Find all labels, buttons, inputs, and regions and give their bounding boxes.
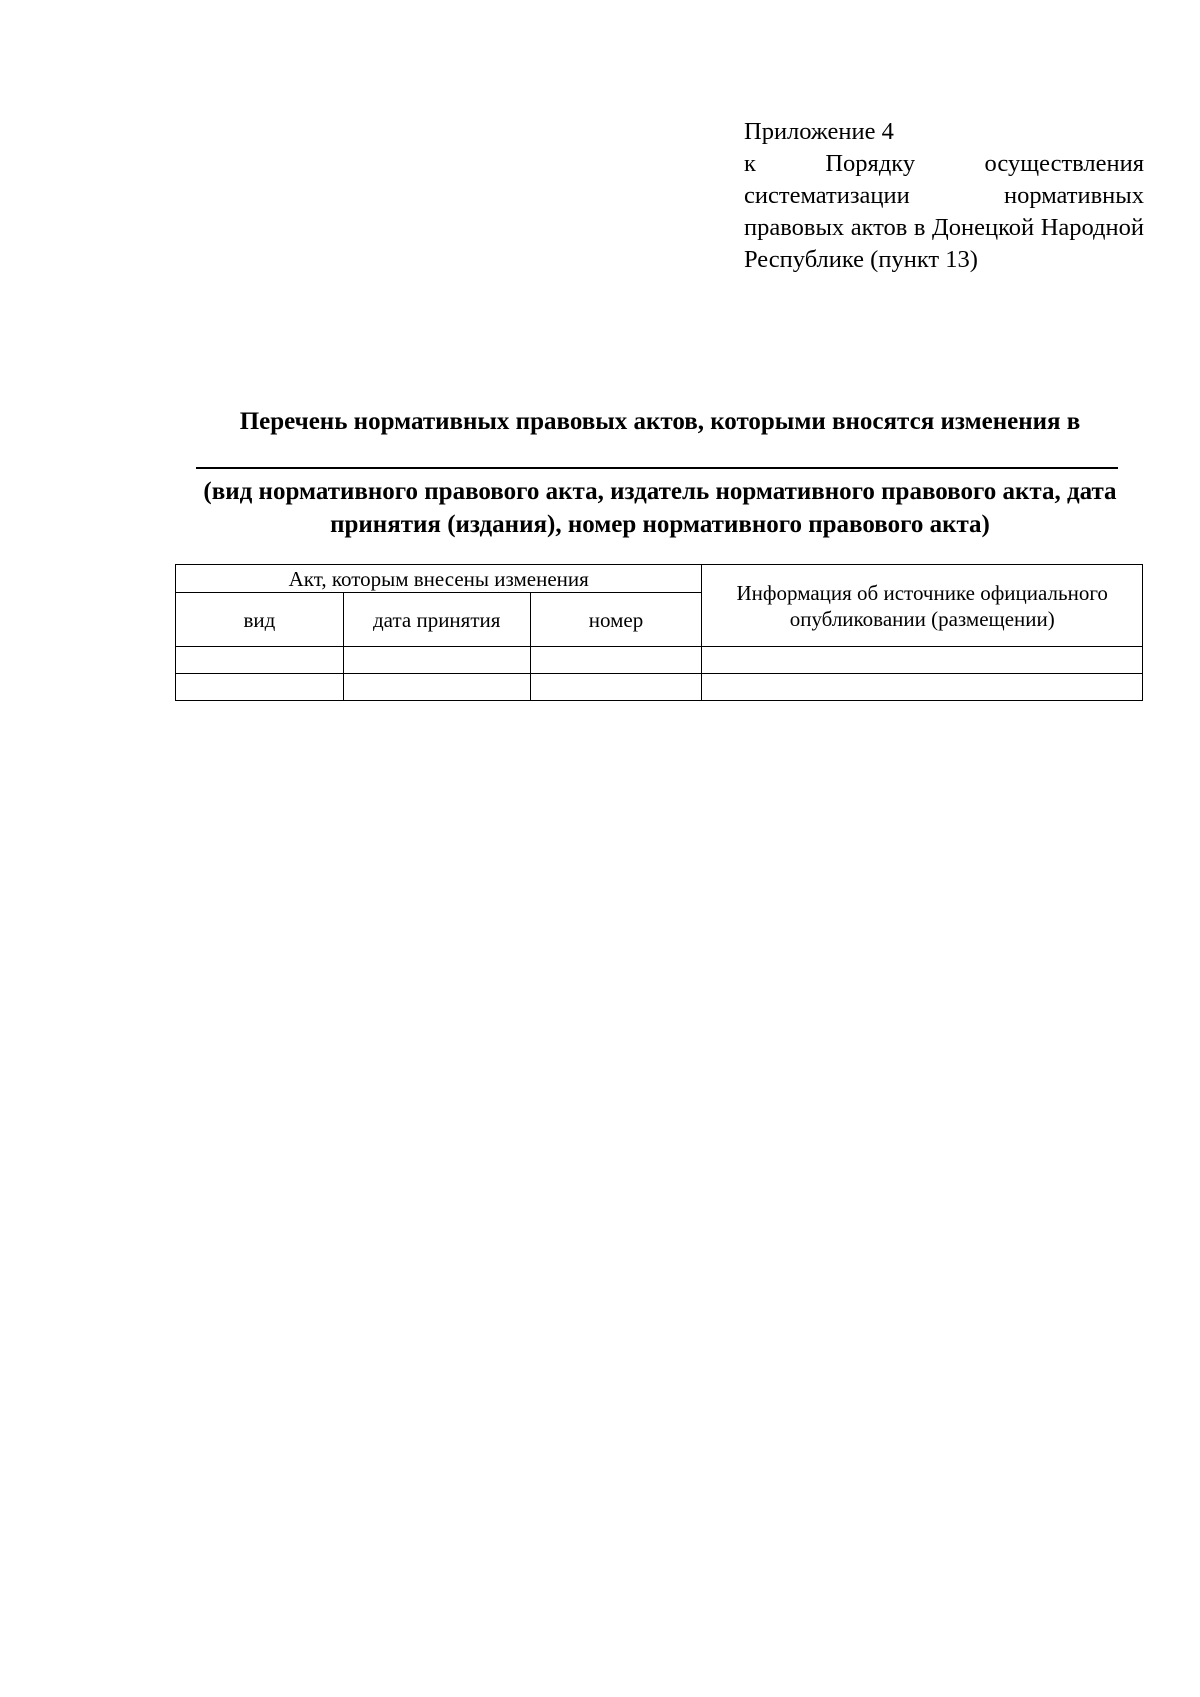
table-cell	[343, 674, 530, 701]
table-cell	[176, 647, 344, 674]
table-cell	[702, 674, 1143, 701]
table-header-row	[176, 565, 1143, 593]
column-header-type: вид	[176, 593, 344, 647]
table-cell	[530, 674, 702, 701]
appendix-title: Приложение 4	[744, 118, 894, 145]
acts-table	[175, 564, 1143, 701]
table-cell	[176, 674, 344, 701]
appendix-block	[744, 116, 1144, 276]
document-heading: Перечень нормативных правовых актов, которыми вносятся изменения в	[239, 408, 1081, 435]
table-row	[176, 647, 1143, 674]
column-header-date: дата принятия	[343, 593, 530, 647]
fill-in-caption: (вид нормативного правового акта, издатель нормативного правового акта, дата принятия (издания), номер нормативного правового акта)	[203, 478, 1117, 538]
appendix-text: к Порядку осуществления систематизации нормативных правовых актов в Донецкой Народной Республике (пункт 13)	[744, 150, 1144, 273]
table-cell	[343, 647, 530, 674]
source-header: Информация об источнике официального опубликовании (размещении)	[702, 565, 1143, 647]
table-cell	[530, 647, 702, 674]
table-cell	[702, 647, 1143, 674]
group-header: Акт, которым внесены изменения	[176, 565, 702, 593]
table-row	[176, 674, 1143, 701]
column-header-number: номер	[530, 593, 702, 647]
fill-in-line	[196, 467, 1118, 469]
